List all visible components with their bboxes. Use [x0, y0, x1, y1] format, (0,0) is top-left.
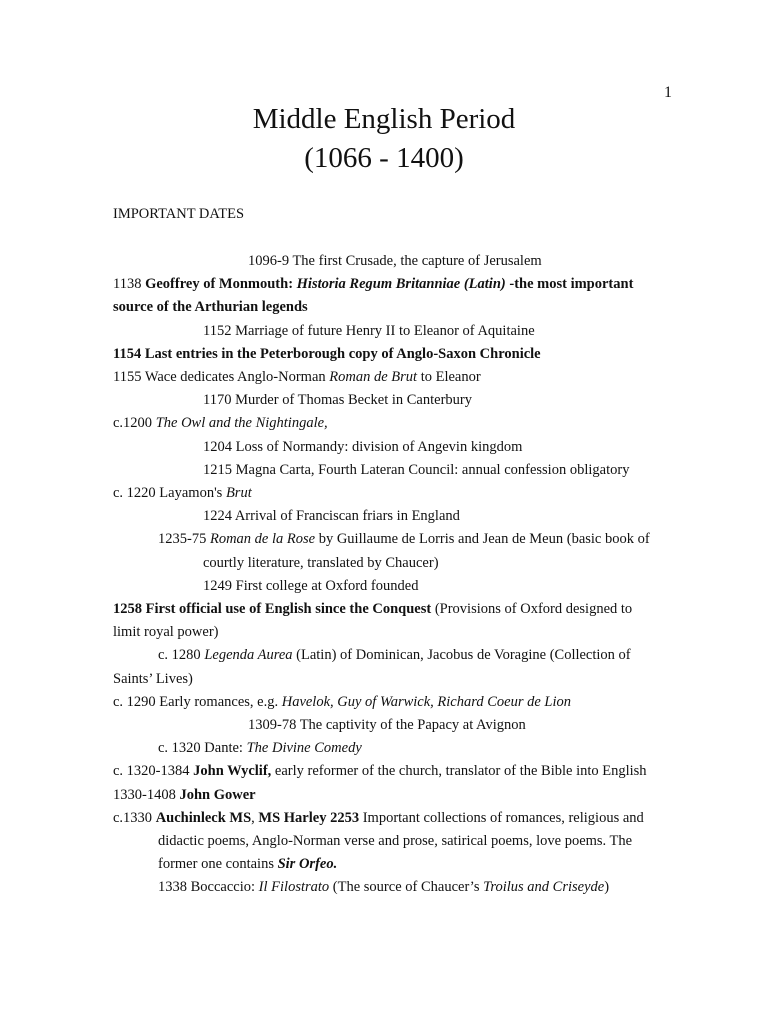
date-entry-text: Roman de Brut	[329, 369, 418, 386]
date-entry	[113, 807, 658, 877]
date-entry	[113, 366, 658, 389]
dates-list	[113, 250, 658, 900]
date-entry-text: Saints’ Lives)	[113, 670, 193, 687]
date-entry-text: c. 1320-1384	[113, 763, 194, 780]
date-entry-text: 1096-9 The first Crusade, the capture of Jerusalem	[248, 253, 542, 269]
date-entry-text: Sir Orfeo.	[277, 856, 338, 873]
date-entry-text: Havelok, Guy of Warwick, Richard Coeur de Lion	[281, 693, 572, 710]
date-entry-text: c. 1220 Layamon's	[113, 485, 226, 502]
date-entry-text: 1224 Arrival of Franciscan friars in England	[203, 508, 460, 525]
date-entry-text: ,	[251, 809, 259, 826]
date-entry	[113, 760, 658, 783]
date-entry-text: (Latin) of Dominican, Jacobus de Voragine (Collection of	[292, 647, 631, 664]
date-entry-text: Auchinleck MS	[155, 809, 252, 826]
date-entry-text: c. 1290 Early romances, e.g.	[113, 693, 282, 710]
date-entry-text: MS Harley 2253	[258, 809, 360, 826]
date-entry-text: 1152 Marriage of future Henry II to Eleanor of Aquitaine	[203, 322, 535, 339]
date-entry-text: early reformer of the church, translator of the Bible into English	[271, 763, 647, 780]
date-entry	[113, 320, 658, 343]
date-entry	[113, 691, 658, 714]
date-entry	[113, 505, 658, 528]
date-entry	[113, 250, 658, 273]
date-entry-text: 1138	[113, 276, 146, 293]
date-entry-text: 1258 First official use of English since the Conquest	[113, 601, 432, 618]
date-entry-text: c. 1320 Dante:	[158, 740, 247, 757]
date-entry	[113, 412, 658, 435]
date-entry	[113, 528, 658, 574]
page-title: Middle English Period	[252, 103, 516, 135]
date-entry-text: 1204 Loss of Normandy: division of Angevin kingdom	[203, 438, 523, 455]
date-entry-text: 1215 Magna Carta, Fourth Lateran Council: annual confession obligatory	[203, 461, 630, 478]
date-entry-text: Roman de la Rose	[209, 531, 316, 548]
date-entry-text: John Gower	[179, 786, 256, 803]
date-entry-text: 1338 Boccaccio:	[158, 879, 259, 896]
date-entry-text: )	[604, 879, 610, 896]
date-entry	[113, 598, 658, 644]
date-entry-text: c.1200	[113, 415, 156, 432]
date-entry	[113, 876, 658, 899]
date-entry-text: Important collections of romances, religious and didactic poems, Anglo-Norman verse and prose, satirical poems, love poems. The former one contains	[158, 809, 644, 873]
date-entry	[113, 343, 658, 366]
date-entry-text: The Divine Comedy	[246, 740, 362, 757]
date-entry-text: by Guillaume de Lorris and Jean de Meun (basic book of courtly literature, translated by Chaucer)	[203, 531, 650, 571]
date-entry-text: Historia Regum Britanniae (Latin)	[296, 276, 506, 293]
date-entry	[113, 714, 658, 737]
date-entry-text: Brut	[225, 485, 252, 502]
date-entry	[113, 784, 658, 807]
page-subtitle: (1066 - 1400)	[304, 142, 464, 174]
date-entry	[113, 273, 658, 319]
date-entry	[113, 644, 658, 667]
date-entry	[113, 575, 658, 598]
date-entry-text: c.1330	[113, 809, 156, 826]
date-entry-text: 1249 First college at Oxford founded	[203, 577, 419, 594]
date-entry	[113, 436, 658, 459]
date-entry	[113, 389, 658, 412]
date-entry-text: Il Filostrato	[258, 879, 330, 896]
date-entry-text: 1170 Murder of Thomas Becket in Canterbury	[203, 392, 472, 409]
date-entry-text: 1235-75	[158, 531, 210, 548]
date-entry-text: Geoffrey of Monmouth:	[145, 276, 294, 293]
date-entry-text: 1309-78 The captivity of the Papacy at Avignon	[248, 717, 526, 734]
date-entry	[113, 482, 658, 505]
date-entry-text: John Wyclif,	[193, 763, 272, 780]
date-entry	[113, 737, 658, 760]
date-entry	[113, 459, 658, 482]
date-entry-text: 1154 Last entries in the Peterborough copy of Anglo-Saxon Chronicle	[113, 345, 541, 362]
date-entry-text: c. 1280	[158, 647, 205, 664]
date-entry-text: -the most important source of the Arthurian legends	[113, 276, 634, 316]
page-number: 1	[664, 84, 672, 101]
date-entry-text: Legenda Aurea	[204, 647, 293, 664]
date-entry-text: 1330-1408	[113, 786, 180, 803]
date-entry-text: Troilus and Criseyde	[483, 879, 605, 896]
date-entry-text: 1155 Wace dedicates Anglo-Norman	[113, 369, 330, 386]
date-entry-text: The Owl and the Nightingale,	[155, 415, 328, 432]
date-entry-text: (The source of Chaucer’s	[329, 879, 484, 896]
date-entry-text: to Eleanor	[417, 369, 481, 386]
section-heading: IMPORTANT DATES	[113, 206, 245, 222]
date-entry	[113, 668, 658, 691]
date-entry-text: (Provisions of Oxford designed to limit royal power)	[113, 601, 633, 641]
